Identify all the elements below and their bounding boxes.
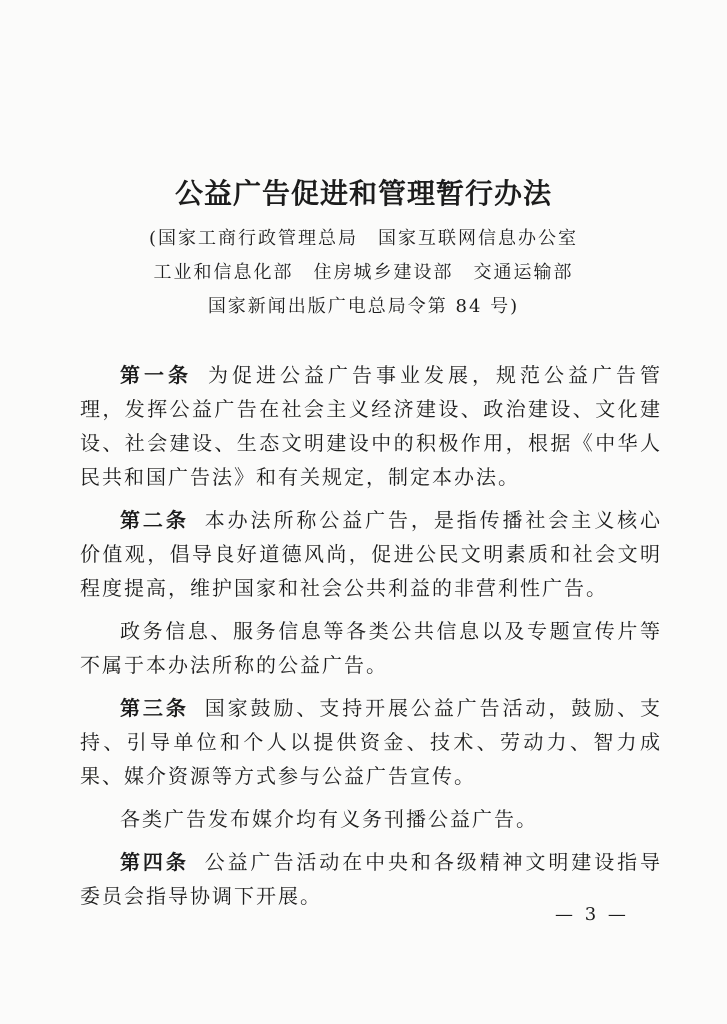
article-text: 公益广告活动在中央和各级精神文明建设指导委员会指导协调下开展。 bbox=[80, 850, 663, 908]
issuing-authorities bbox=[0, 222, 727, 324]
paragraph-text: 政务信息、服务信息等各类公共信息以及专题宣传片等不属于本办法所称的公益广告。 bbox=[80, 619, 662, 677]
article-paragraph bbox=[80, 358, 662, 494]
body-paragraph bbox=[80, 614, 662, 682]
article-number: 第二条 bbox=[120, 508, 189, 532]
article-text: 本办法所称公益广告，是指传播社会主义核心价值观，倡导良好道德风尚，促进公民文明素质和社会文明程度提高，维护国家和社会公共利益的非营利性广告。 bbox=[80, 508, 663, 600]
article-number: 第一条 bbox=[120, 363, 192, 387]
document-title: 公益广告促进和管理暂行办法 bbox=[174, 177, 552, 210]
article-text: 为促进公益广告事业发展，规范公益广告管理，发挥公益广告在社会主义经济建设、政治建设、文化建设、社会建设、生态文明建设中的积极作用，根据《中华人民共和国广告法》和有关规定，制定本办法。 bbox=[80, 363, 662, 489]
issuer-line: 国家新闻出版广电总局令第 84 号) bbox=[207, 296, 520, 317]
article-paragraph bbox=[80, 845, 662, 913]
issuer-line: 工业和信息化部 住房城乡建设部 交通运输部 bbox=[153, 262, 574, 283]
page-number: — 3 — bbox=[555, 904, 629, 925]
article-text: 国家鼓励、支持开展公益广告活动，鼓励、支持、引导单位和个人以提供资金、技术、劳动力、智力成果、媒介资源等方式参与公益广告宣传。 bbox=[80, 696, 663, 788]
article-number: 第四条 bbox=[120, 850, 189, 874]
paragraph-text: 各类广告发布媒介均有义务刊播公益广告。 bbox=[120, 807, 538, 831]
article-paragraph bbox=[80, 691, 662, 793]
article-paragraph bbox=[80, 503, 662, 605]
document-body bbox=[80, 358, 662, 922]
article-number: 第三条 bbox=[120, 696, 189, 720]
issuer-line: (国家工商行政管理总局 国家互联网信息办公室 bbox=[148, 228, 579, 249]
body-paragraph bbox=[80, 802, 662, 836]
